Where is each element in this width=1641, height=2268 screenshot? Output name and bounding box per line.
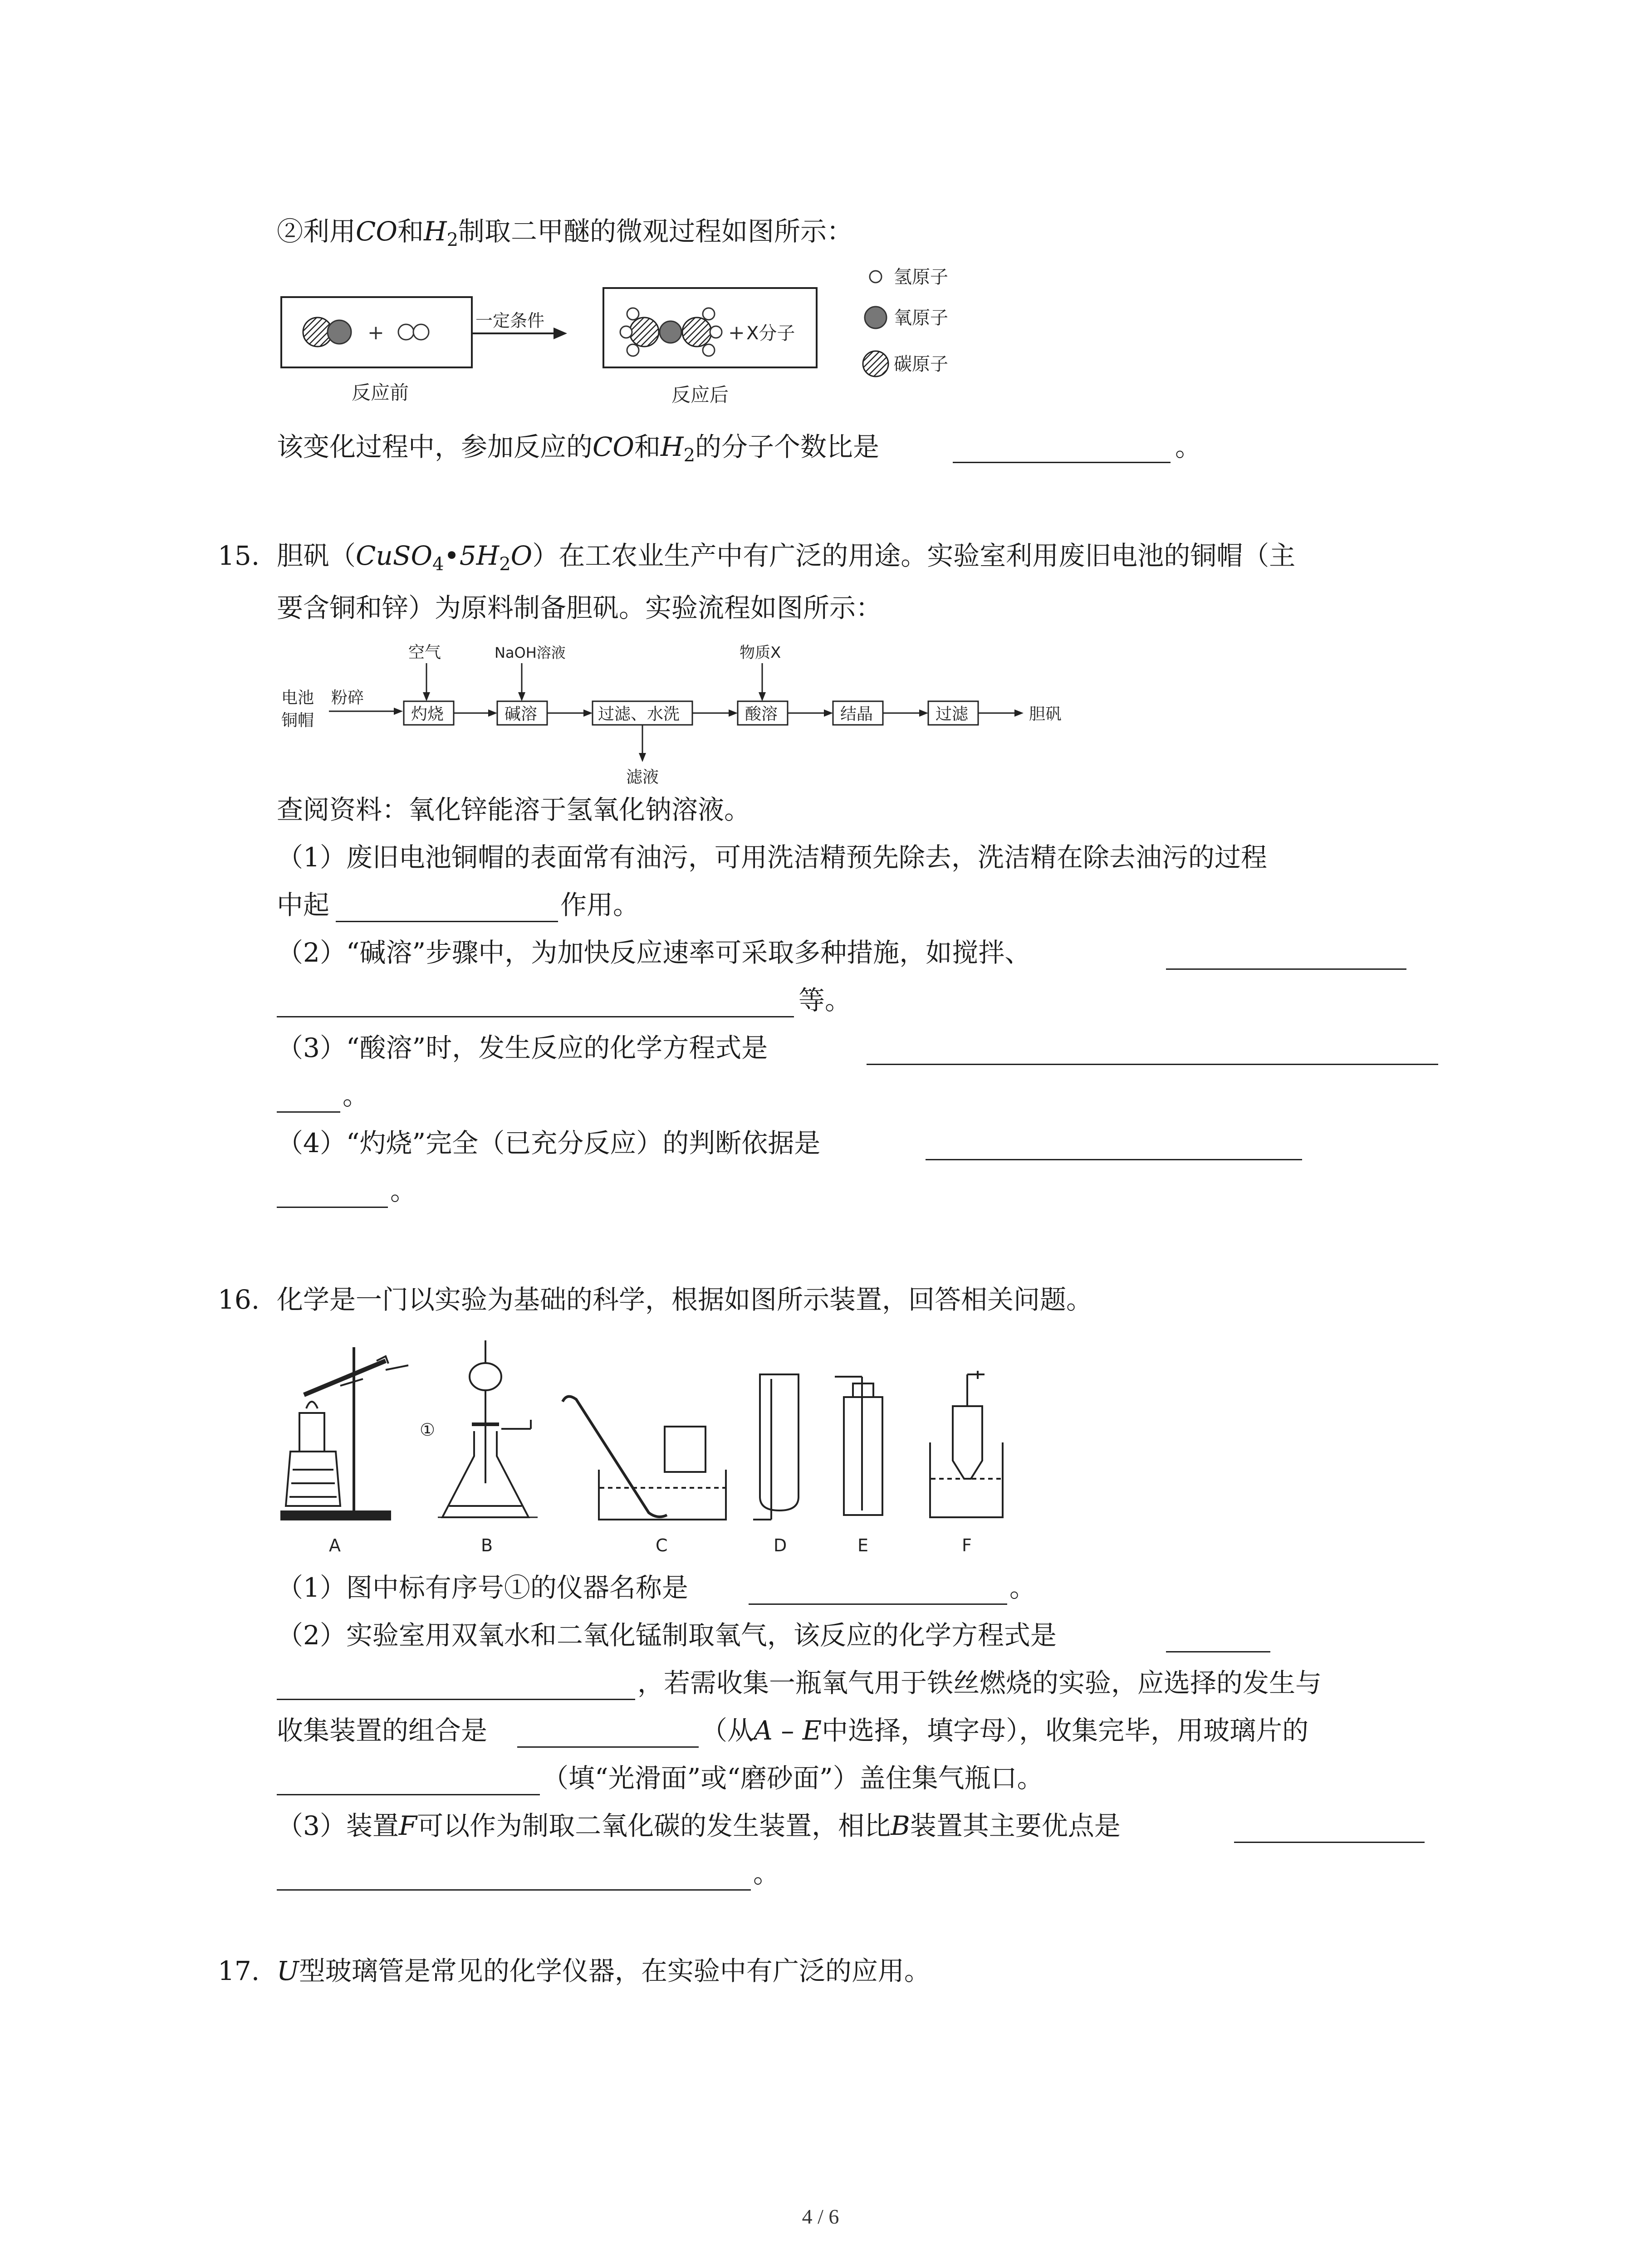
q15-p4-blank-2[interactable] [277,1207,388,1208]
q15-p3-line1: （3）“酸溶”时，发生反应的化学方程式是 [277,1032,768,1063]
q15-p3-blank-2[interactable] [277,1111,340,1113]
apparatus-label-b: B [481,1535,493,1555]
q15-p4-line1: （4）“灼烧”完全（已充分反应）的判断依据是 [277,1128,821,1158]
q16-p3-post: 。 [753,1858,780,1889]
arrow-condition-label: 一定条件 [475,311,545,331]
page-number: 4 / 6 [802,2205,839,2228]
q17-number: 17. [218,1955,260,1986]
after-label: 反应后 [671,384,729,406]
plus-sign-1: + [367,321,384,344]
flow-box-roast: 灼烧 [411,705,444,723]
q15-info: 查阅资料：氧化锌能溶于氢氧化钠溶液。 [277,794,751,825]
hydrogen-legend-icon [870,271,882,283]
q15-p3-post: 。 [343,1080,369,1111]
q16-p2-blank-2[interactable] [277,1699,635,1700]
flow-box-acid: 酸溶 [745,705,778,723]
q16-p2-line3-rest: （从A – E中选择，填字母），收集完毕，用玻璃片的 [701,1715,1309,1746]
flow-box-alkali: 碱溶 [505,705,538,723]
q15-number: 15. [218,540,260,571]
q16-p2-blank-4[interactable] [277,1794,540,1795]
dimethyl-ether-molecule [620,308,722,356]
flow-end-label: 胆矾 [1029,705,1062,723]
flow-start-bottom: 铜帽 [281,711,314,730]
carbon-legend-icon [863,351,888,376]
before-label: 反应前 [352,381,409,404]
q15-p4-post: 。 [390,1175,417,1206]
h2-molecule [398,324,429,340]
q16-p2-blank-1[interactable] [1166,1651,1270,1652]
q17-line1: U型玻璃管是常见的化学仪器，在实验中有广泛的应用。 [277,1955,931,1986]
flow-start-top: 电池 [281,689,314,707]
apparatus-d [753,1374,798,1520]
q16-p2-line1: （2）实验室用双氧水和二氧化锰制取氧气，该反应的化学方程式是 [277,1620,1057,1651]
q16-p1: （1）图中标有序号①的仪器名称是 [277,1572,688,1603]
apparatus-b [438,1340,538,1517]
q16-p1-blank[interactable] [749,1603,1007,1605]
q14-line1: ②利用CO和$H_2$制取二甲醚的微观过程如图所示： [277,216,853,250]
apparatus-label-e: E [857,1535,869,1555]
q16-p3-blank-2[interactable] [277,1889,751,1891]
q15-p2-line1: （2）“碱溶”步骤中，为加快反应速率可采取多种措施，如搅拌、 [277,937,1031,968]
q15-p2-post: 等。 [798,985,852,1016]
q16-p2-line4: （填“光滑面”或“磨砂面”）盖住集气瓶口。 [542,1763,1043,1794]
q16-p2-blank-3[interactable] [517,1746,699,1748]
q16-number: 16. [218,1284,260,1315]
flow-naoh-label: NaOH溶液 [495,644,566,661]
apparatus-c [563,1397,726,1520]
legend-oxygen: 氧原子 [894,308,948,328]
flow-crush-label: 粉碎 [331,689,364,707]
flow-air-label: 空气 [408,643,441,662]
q15-p1-blank[interactable] [336,921,558,922]
apparatus-f [930,1371,1003,1517]
q15-line2: 要含铜和锌）为原料制备胆矾。实验流程如图所示： [277,592,882,623]
apparatus-label-a: A [329,1535,341,1555]
apparatus-label-d: D [774,1535,787,1555]
plus-sign-2: + [728,321,745,344]
q15-p1-line1: （1）废旧电池铜帽的表面常有油污，可用洗洁精预先除去，洗洁精在除去油污的过程 [277,842,1267,873]
lab-apparatus-figure [272,1334,1071,1560]
q15-p1-line2: 中起 [277,890,330,920]
q15-p3-blank-1[interactable] [867,1064,1438,1065]
apparatus-a [281,1347,408,1520]
co-molecule [303,318,351,347]
apparatus-label-f: F [962,1535,972,1555]
molecular-reaction-figure [272,259,1043,413]
legend-carbon: 碳原子 [894,354,948,375]
apparatus-e [835,1377,882,1515]
q16-p2-line3: 收集装置的组合是 [277,1715,488,1746]
q15-p1-post: 作用。 [560,890,640,920]
q15-p2-blank-1[interactable] [1166,968,1406,970]
q16-p3-line1: （3）装置F可以作为制取二氧化碳的发生装置，相比B装置其主要优点是 [277,1810,1121,1841]
flow-box-filter-wash: 过滤、水洗 [598,705,680,723]
q14-period: 。 [1175,431,1202,462]
x-molecule-label: X分子 [746,323,795,344]
flow-substance-x-label: 物质X [740,644,781,662]
q16-p1-post: 。 [1009,1572,1036,1603]
oxygen-legend-icon [865,307,887,328]
q16-p2-line2: ，若需收集一瓶氧气用于铁丝燃烧的实验，应选择的发生与 [637,1667,1322,1698]
apparatus-label-c: C [656,1535,668,1555]
flow-filtrate-label: 滤液 [626,768,659,787]
q15-p4-blank-1[interactable] [926,1159,1302,1160]
flow-box-crystallize: 结晶 [840,705,873,723]
q15-line1: 胆矾$(CuSO_4•5H_2O)$在工农业生产中有广泛的用途。实验室利用废旧电池的铜帽（主 [277,540,1296,575]
q15-p2-blank-2[interactable] [277,1016,794,1017]
q14-line2: 该变化过程中，参加反应的CO和$H_2$的分子个数比是 [277,431,880,466]
process-flow-diagram [272,635,1180,789]
q14-answer-blank[interactable] [953,462,1171,463]
legend-hydrogen: 氢原子 [894,267,948,288]
apparatus-marker-1: ① [420,1420,436,1440]
q16-line1: 化学是一门以实验为基础的科学，根据如图所示装置，回答相关问题。 [277,1284,1093,1315]
q16-p3-blank-1[interactable] [1234,1842,1425,1843]
flow-box-filter: 过滤 [936,705,969,723]
